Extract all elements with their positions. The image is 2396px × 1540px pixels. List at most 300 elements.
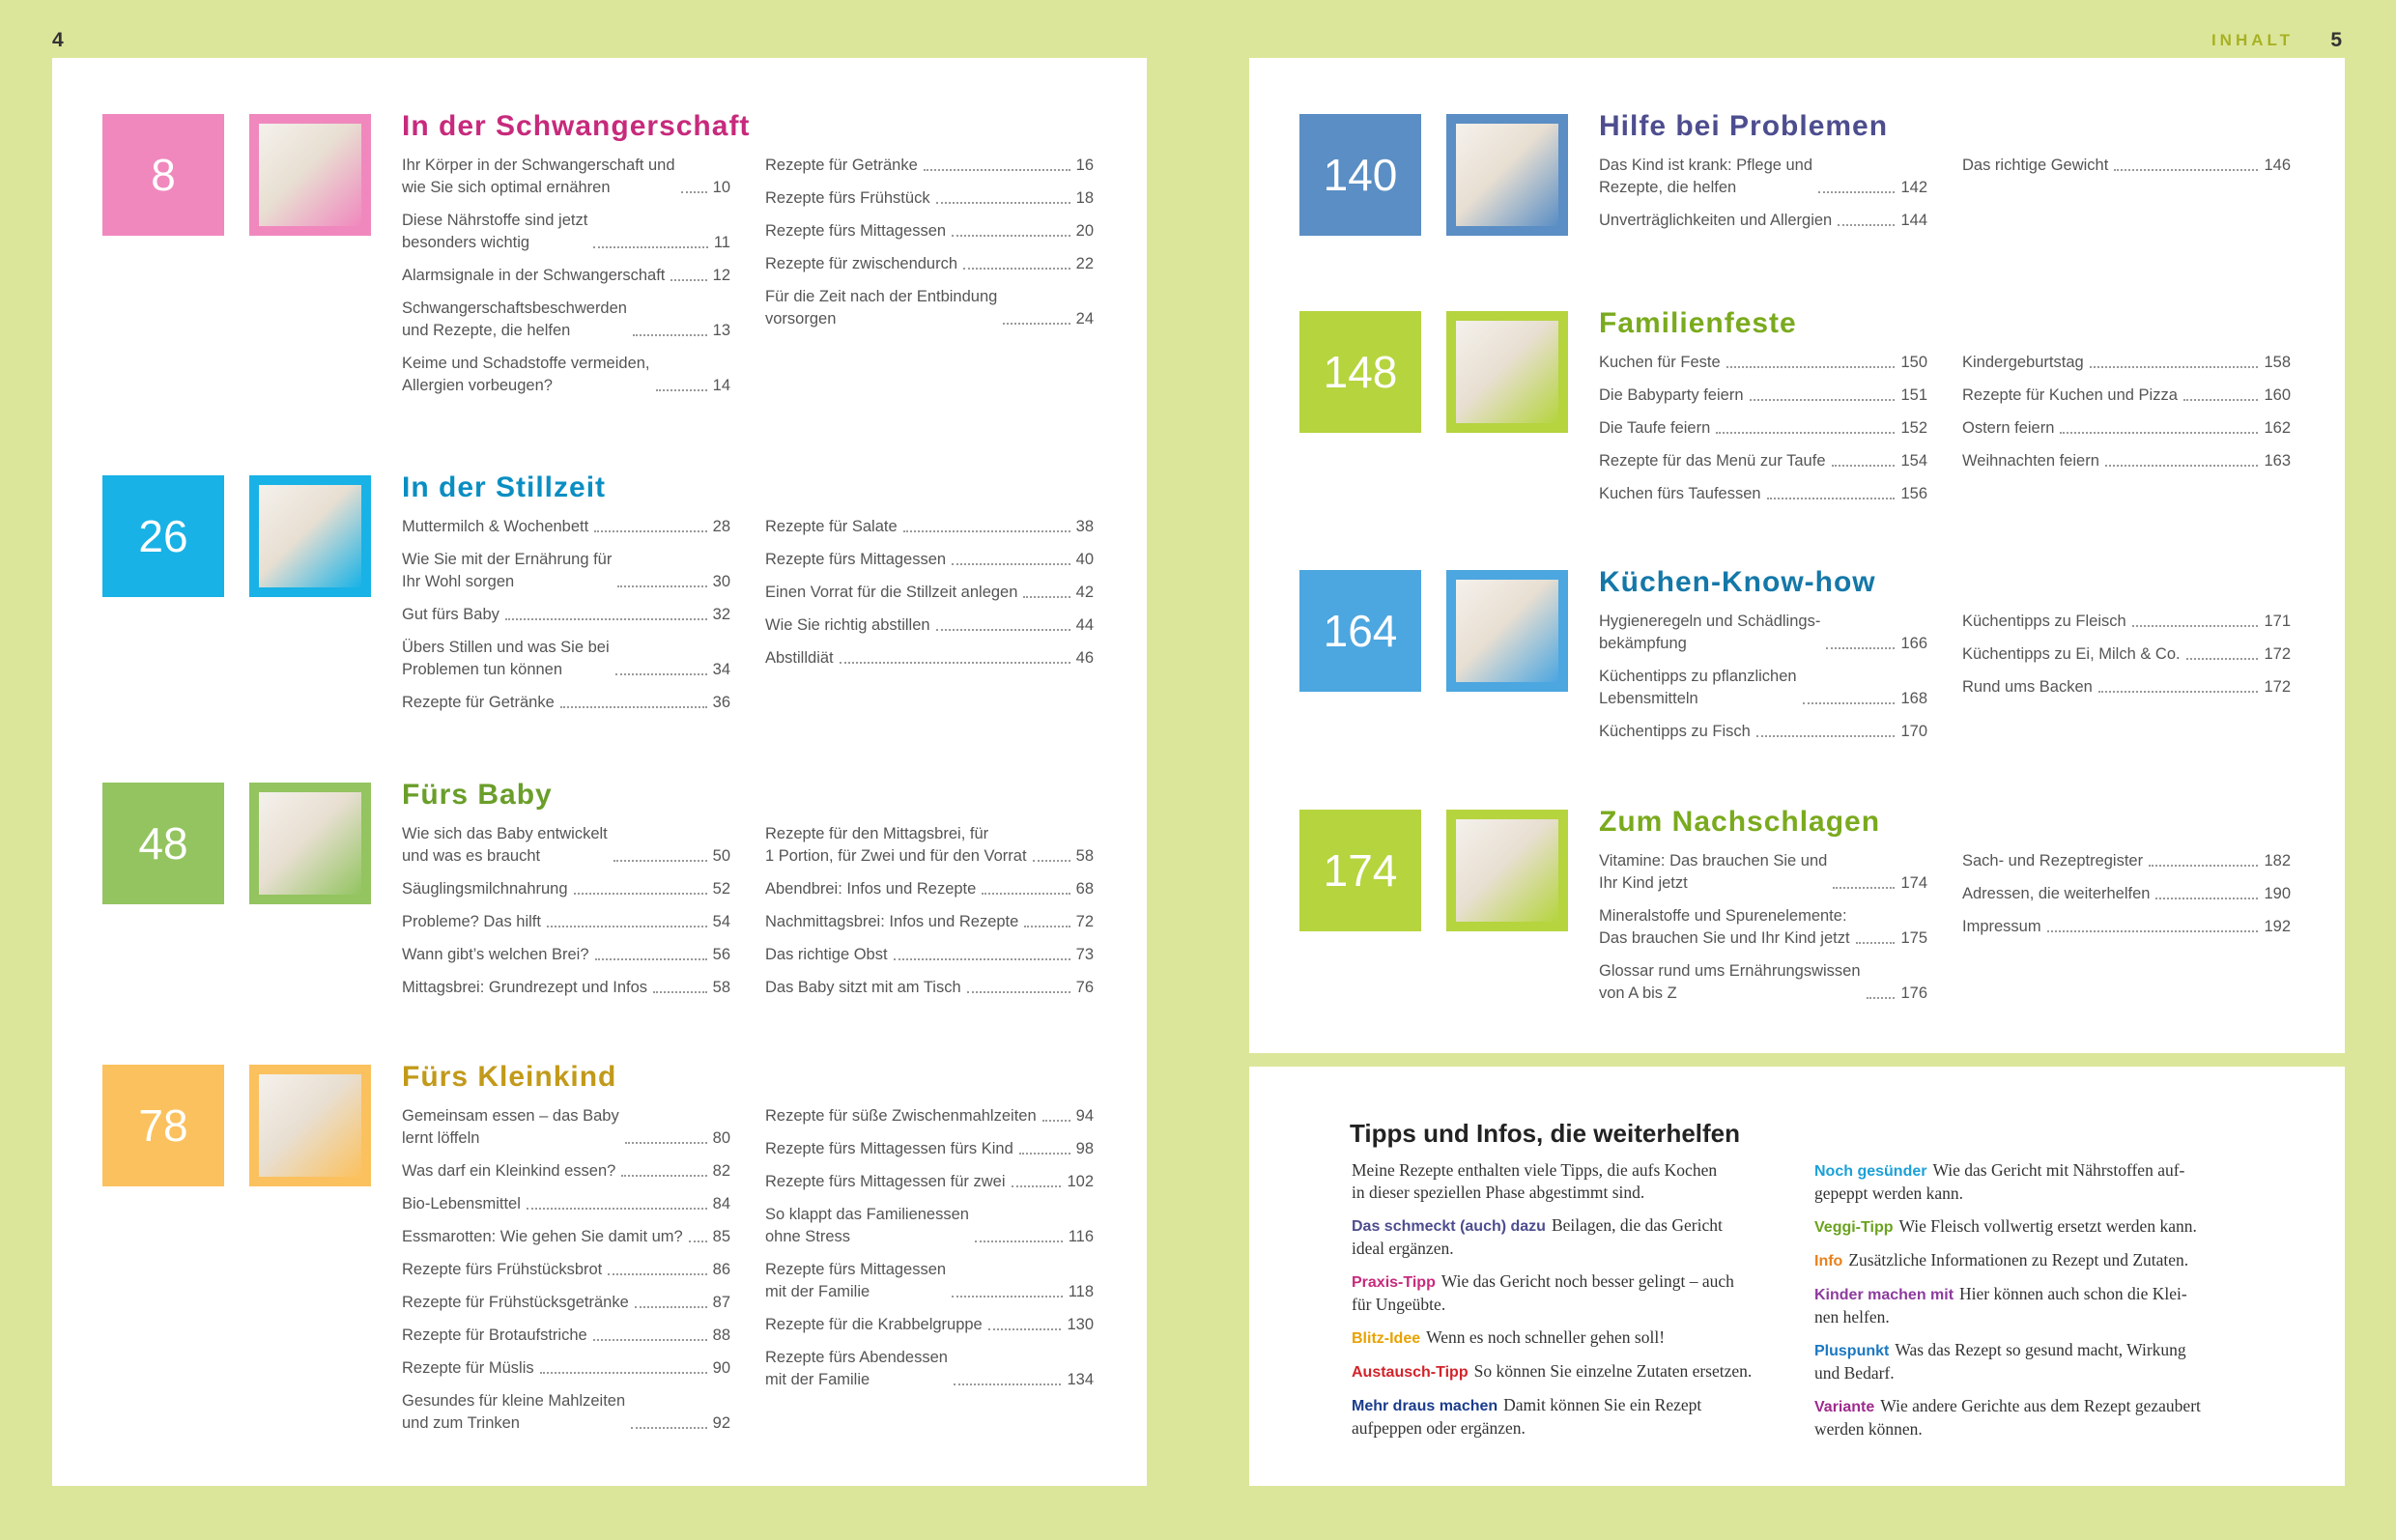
toc-column-left <box>402 155 730 408</box>
toc-entry[interactable] <box>1962 916 2291 938</box>
toc-entry-title: Vitamine: Das brauchen Sie und Ihr Kind jetzt <box>1599 852 1828 892</box>
chapter-title: Zum Nachschlagen <box>1599 806 1881 838</box>
toc-entry[interactable] <box>402 1390 730 1435</box>
dot-leader <box>631 1427 707 1429</box>
toc-entry[interactable] <box>1599 352 1927 374</box>
chapter-photo-image <box>1456 321 1558 423</box>
tip-item <box>1352 1214 1757 1260</box>
tip-text: Zusätzliche Informationen zu Rezept und Zutaten. <box>1848 1250 2189 1269</box>
toc-entry-page: 11 <box>713 234 730 251</box>
toc-entry[interactable] <box>765 1314 1094 1336</box>
toc-entry[interactable] <box>402 604 730 626</box>
toc-entry-page: 84 <box>712 1195 730 1212</box>
dot-leader <box>1019 1153 1070 1155</box>
toc-entry-title: Rezepte für Müslis <box>402 1359 534 1377</box>
toc-column-left <box>1599 352 1927 516</box>
toc-entry-title: Für die Zeit nach der Entbindung vorsorgen <box>765 288 998 328</box>
tip-item <box>1352 1360 1757 1383</box>
toc-entry-title: Alarmsignale in der Schwangerschaft <box>402 267 666 284</box>
toc-entry-page: 160 <box>2264 386 2291 404</box>
chapter-number-box: 26 <box>102 475 224 597</box>
dot-leader <box>952 1296 1063 1298</box>
chapter-photo-image <box>1456 580 1558 682</box>
toc-entry-title: Einen Vorrat für die Stillzeit anlegen <box>765 584 1018 601</box>
toc-entry[interactable] <box>402 878 730 900</box>
toc-entry-page: 130 <box>1067 1316 1094 1333</box>
toc-entry[interactable] <box>402 823 730 868</box>
toc-entry-title: Rezepte für Kuchen und Pizza <box>1962 386 2178 404</box>
toc-entry-page: 170 <box>1900 723 1927 740</box>
dot-leader <box>613 860 707 862</box>
tip-keyword: Pluspunkt <box>1814 1343 1890 1359</box>
toc-entry[interactable] <box>402 1325 730 1347</box>
toc-column-right <box>765 823 1094 1010</box>
dot-leader <box>1716 432 1895 434</box>
toc-entry-title: Küchentipps zu Fleisch <box>1962 613 2126 630</box>
toc-entry-title: Rund ums Backen <box>1962 678 2093 696</box>
toc-entry-title: Impressum <box>1962 918 2041 935</box>
toc-entry[interactable] <box>1962 883 2291 905</box>
toc-entry-title: Muttermilch & Wochenbett <box>402 518 589 535</box>
toc-column-right <box>1962 155 2291 187</box>
tip-keyword: Praxis-Tipp <box>1352 1274 1436 1291</box>
toc-entry-page: 144 <box>1900 212 1927 229</box>
dot-leader <box>681 191 707 193</box>
dot-leader <box>560 706 707 708</box>
toc-entry-page: 58 <box>1075 847 1094 865</box>
toc-entry-page: 158 <box>2264 354 2291 371</box>
dot-leader <box>1856 942 1896 944</box>
dot-leader <box>975 1241 1063 1242</box>
dot-leader <box>2155 898 2258 899</box>
toc-entry-title: Rezepte fürs Mittagessen für zwei <box>765 1173 1006 1190</box>
toc-entry[interactable] <box>765 253 1094 275</box>
dot-leader <box>2060 432 2258 434</box>
toc-entry[interactable] <box>402 692 730 714</box>
toc-entry-page: 36 <box>712 694 730 711</box>
toc-entry[interactable] <box>765 977 1094 999</box>
page-number-right: 5 <box>2330 29 2342 51</box>
dot-leader <box>988 1328 1062 1330</box>
toc-entry[interactable] <box>1599 483 1927 505</box>
dot-leader <box>540 1372 707 1374</box>
dot-leader <box>952 235 1070 237</box>
toc-entry[interactable] <box>402 353 730 397</box>
toc-entry-title: Rezepte fürs Mittagessen <box>765 551 947 568</box>
toc-entry-title: Gut fürs Baby <box>402 606 499 623</box>
page-number-left: 4 <box>52 29 64 51</box>
dot-leader <box>635 1306 707 1308</box>
toc-column-right <box>1962 611 2291 709</box>
woman-drinking-photo <box>249 114 371 236</box>
toc-entry-page: 116 <box>1068 1228 1094 1245</box>
toc-entry-page: 192 <box>2264 918 2291 935</box>
toc-entry[interactable] <box>402 1357 730 1380</box>
toc-column-right <box>765 516 1094 680</box>
toc-entry[interactable] <box>1962 417 2291 440</box>
toc-entry[interactable] <box>1599 450 1927 472</box>
toc-entry-page: 118 <box>1068 1283 1094 1300</box>
dot-leader <box>1024 926 1070 927</box>
toc-entry-title: Essmarotten: Wie gehen Sie damit um? <box>402 1228 683 1245</box>
toc-column-left <box>1599 155 1927 242</box>
dot-leader <box>963 268 1070 270</box>
toc-entry-title: Rezepte für Salate <box>765 518 898 535</box>
toc-entry-page: 142 <box>1900 179 1927 196</box>
toc-entry-title: Das richtige Obst <box>765 946 888 963</box>
toc-entry-page: 175 <box>1900 929 1927 947</box>
toc-entry[interactable] <box>402 298 730 342</box>
toc-entry[interactable] <box>402 1226 730 1248</box>
dot-leader <box>617 585 706 587</box>
toc-entry[interactable] <box>765 582 1094 604</box>
toc-entry-page: 151 <box>1900 386 1927 404</box>
toc-entry[interactable] <box>765 1171 1094 1193</box>
dot-leader <box>903 530 1070 532</box>
party-cups-photo <box>1446 311 1568 433</box>
toc-entry-page: 102 <box>1067 1173 1094 1190</box>
dot-leader <box>2183 399 2259 401</box>
dot-leader <box>527 1208 707 1210</box>
dot-leader <box>954 1383 1062 1385</box>
chapter-photo-image <box>259 485 361 587</box>
tip-keyword: Variante <box>1814 1399 1875 1415</box>
dot-leader <box>1023 596 1070 598</box>
toc-entry[interactable] <box>765 220 1094 242</box>
tip-item <box>1352 1394 1757 1440</box>
toc-column-left <box>1599 611 1927 754</box>
tip-keyword: Austausch-Tipp <box>1352 1364 1469 1381</box>
chapter-number-box: 8 <box>102 114 224 236</box>
toc-entry-title: Rezepte für die Krabbelgruppe <box>765 1316 983 1333</box>
toc-entry-page: 176 <box>1900 984 1927 1002</box>
toc-entry-title: Keime und Schadstoffe vermeiden, Allergien vorbeugen? <box>402 355 650 394</box>
tip-text: Damit können Sie ein Rezept aufpeppen oder ergänzen. <box>1352 1395 1702 1438</box>
chapter-title: Fürs Baby <box>402 779 553 811</box>
toc-entry[interactable] <box>765 1347 1094 1391</box>
toc-entry-title: Diese Nährstoffe sind jetzt besonders wichtig <box>402 212 588 251</box>
toc-entry-title: Das richtige Gewicht <box>1962 157 2109 174</box>
left-page-panel <box>52 58 1147 1486</box>
dot-leader <box>574 893 707 895</box>
chapter-photo-image <box>1456 124 1558 226</box>
tips-intro: Meine Rezepte enthalten viele Tipps, die aufs Kochen in dieser speziellen Phase abgestimmt sind. <box>1352 1160 1718 1202</box>
toc-entry-page: 156 <box>1900 485 1927 502</box>
chapter-number-box: 174 <box>1299 810 1421 931</box>
toc-column-right <box>765 1105 1094 1402</box>
dot-leader <box>656 389 707 391</box>
dot-leader <box>1826 647 1895 649</box>
toc-entry-page: 162 <box>2264 419 2291 437</box>
dot-leader <box>982 893 1070 895</box>
toc-entry-page: 172 <box>2264 645 2291 663</box>
dot-leader <box>653 991 707 993</box>
tip-text: Wie das Gericht noch besser gelingt – auch für Ungeübte. <box>1352 1271 1734 1314</box>
baby-face-photo <box>249 783 371 904</box>
toc-entry-title: Säuglingsmilchnahrung <box>402 880 568 898</box>
toc-entry[interactable] <box>1599 905 1927 950</box>
tip-item <box>1814 1395 2268 1440</box>
toc-entry-page: 146 <box>2264 157 2291 174</box>
tips-left-column <box>1352 1159 1757 1450</box>
toc-entry[interactable] <box>402 944 730 966</box>
toc-entry[interactable] <box>402 1292 730 1314</box>
toc-entry[interactable] <box>765 647 1094 670</box>
teddy-bear-photo <box>1446 114 1568 236</box>
tip-item <box>1814 1215 2268 1239</box>
toc-entry-title: Bio-Lebensmittel <box>402 1195 521 1212</box>
toc-entry[interactable] <box>765 1105 1094 1127</box>
dot-leader <box>547 926 707 927</box>
chapter-number-box: 48 <box>102 783 224 904</box>
toc-entry[interactable] <box>402 1259 730 1281</box>
toc-entry-title: Gemeinsam essen – das Baby lernt löffeln <box>402 1107 619 1147</box>
toc-entry[interactable] <box>402 210 730 254</box>
toc-entry[interactable] <box>765 286 1094 330</box>
toc-entry-page: 56 <box>712 946 730 963</box>
toc-entry-title: Die Taufe feiern <box>1599 419 1711 437</box>
toc-entry[interactable] <box>1962 643 2291 666</box>
chapter-number-box: 164 <box>1299 570 1421 692</box>
toc-entry-title: Was darf ein Kleinkind essen? <box>402 1162 616 1180</box>
toc-entry-page: 82 <box>712 1162 730 1180</box>
tip-keyword: Noch gesünder <box>1814 1163 1927 1180</box>
dot-leader <box>1003 323 1070 325</box>
toc-entry-page: 58 <box>712 979 730 996</box>
toc-entry-title: Wie Sie mit der Ernährung für Ihr Wohl sorgen <box>402 551 613 590</box>
toc-entry-page: 154 <box>1900 452 1927 470</box>
dot-leader <box>1867 997 1896 999</box>
toc-entry[interactable] <box>765 1138 1094 1160</box>
toc-entry-title: Küchentipps zu Ei, Milch & Co. <box>1962 645 2181 663</box>
toc-entry[interactable] <box>1599 210 1927 232</box>
dot-leader <box>1838 224 1895 226</box>
toc-entry[interactable] <box>402 911 730 933</box>
toc-column-right <box>1962 850 2291 949</box>
tip-text: Wenn es noch schneller gehen soll! <box>1426 1327 1666 1347</box>
dot-leader <box>1832 465 1896 467</box>
dot-leader <box>2149 865 2258 867</box>
tip-text: Hier können auch schon die Klei- nen helfen. <box>1814 1284 2187 1326</box>
dot-leader <box>2047 930 2259 932</box>
toc-entry[interactable] <box>765 1259 1094 1303</box>
toc-entry-title: Rezepte für Brotaufstriche <box>402 1326 587 1344</box>
toc-entry[interactable] <box>1599 385 1927 407</box>
toc-entry-page: 172 <box>2264 678 2291 696</box>
toc-entry-page: 171 <box>2264 613 2291 630</box>
toc-entry[interactable] <box>1599 417 1927 440</box>
toc-entry-page: 134 <box>1067 1371 1094 1388</box>
tip-keyword: Blitz-Idee <box>1352 1330 1421 1347</box>
toc-entry-page: 46 <box>1075 649 1094 667</box>
child-vegetables-photo <box>1446 810 1568 931</box>
toc-entry[interactable] <box>1599 721 1927 743</box>
chapter-photo-image <box>259 124 361 226</box>
dot-leader <box>2114 169 2258 171</box>
toc-entry[interactable] <box>1962 450 2291 472</box>
toc-entry[interactable] <box>402 155 730 199</box>
chapter-title: Fürs Kleinkind <box>402 1061 617 1093</box>
toc-entry[interactable] <box>1962 850 2291 872</box>
toc-entry-title: Probleme? Das hilft <box>402 913 541 930</box>
dot-leader <box>936 202 1070 204</box>
toc-entry-page: 98 <box>1075 1140 1094 1157</box>
toc-entry-page: 190 <box>2264 885 2291 902</box>
toc-entry-title: Rezepte für zwischendurch <box>765 255 958 272</box>
toc-entry-page: 182 <box>2264 852 2291 870</box>
toc-entry-page: 18 <box>1075 189 1094 207</box>
dot-leader <box>840 662 1070 664</box>
toc-entry-title: Küchentipps zu Fisch <box>1599 723 1751 740</box>
toc-entry[interactable] <box>1599 960 1927 1005</box>
toc-entry[interactable] <box>402 637 730 681</box>
dot-leader <box>2090 366 2259 368</box>
tips-right-column <box>1814 1159 2268 1451</box>
toc-entry-page: 73 <box>1075 946 1094 963</box>
toc-entry-page: 50 <box>712 847 730 865</box>
toc-entry-title: Abendbrei: Infos und Rezepte <box>765 880 977 898</box>
toc-entry-title: Küchentipps zu pflanzlichen Lebensmitteln <box>1599 668 1797 707</box>
toc-entry-title: Adressen, die weiterhelfen <box>1962 885 2151 902</box>
toc-entry-page: 174 <box>1900 874 1927 892</box>
toc-entry-title: Mittagsbrei: Grundrezept und Infos <box>402 979 648 996</box>
toc-entry-page: 10 <box>712 179 730 196</box>
right-page-panel <box>1249 58 2345 1053</box>
dot-leader <box>608 1273 706 1275</box>
chapter-photo-image <box>259 792 361 895</box>
toc-entry-page: 163 <box>2264 452 2291 470</box>
chapter-title: In der Schwangerschaft <box>402 110 751 142</box>
toc-entry[interactable] <box>1599 155 1927 199</box>
toc-entry[interactable] <box>1962 352 2291 374</box>
dot-leader <box>670 279 706 281</box>
toc-entry-page: 54 <box>712 913 730 930</box>
tip-text: So können Sie einzelne Zutaten ersetzen. <box>1473 1361 1753 1381</box>
toc-entry-page: 24 <box>1075 310 1094 328</box>
toc-entry[interactable] <box>765 1204 1094 1248</box>
toc-entry[interactable] <box>1962 611 2291 633</box>
toc-entry[interactable] <box>1962 385 2291 407</box>
toc-entry[interactable] <box>402 1105 730 1150</box>
dot-leader <box>594 530 706 532</box>
toc-entry-title: Wie Sie richtig abstillen <box>765 616 930 634</box>
toc-entry-page: 152 <box>1900 419 1927 437</box>
toc-entry[interactable] <box>1599 850 1927 895</box>
chapter-number-box: 140 <box>1299 114 1421 236</box>
dot-leader <box>952 563 1070 565</box>
toc-entry[interactable] <box>765 911 1094 933</box>
tips-title: Tipps und Infos, die weiterhelfen <box>1350 1119 1741 1148</box>
toc-entry-title: Ostern feiern <box>1962 419 2055 437</box>
toc-entry-title: Weihnachten feiern <box>1962 452 2099 470</box>
toc-entry-title: Nachmittagsbrei: Infos und Rezepte <box>765 913 1019 930</box>
tip-keyword: Das schmeckt (auch) dazu <box>1352 1218 1546 1235</box>
toc-entry-page: 94 <box>1075 1107 1094 1125</box>
dot-leader <box>595 958 707 960</box>
dot-leader <box>1750 399 1896 401</box>
tip-text: Was das Rezept so gesund macht, Wirkung und Bedarf. <box>1814 1340 2186 1383</box>
tip-keyword: Mehr draus machen <box>1352 1398 1498 1414</box>
tip-keyword: Kinder machen mit <box>1814 1287 1954 1303</box>
dot-leader <box>967 991 1070 993</box>
chapter-photo-image <box>259 1074 361 1177</box>
toc-entry[interactable] <box>765 878 1094 900</box>
dot-leader <box>936 629 1070 631</box>
toc-entry-page: 44 <box>1075 616 1094 634</box>
toc-entry[interactable] <box>402 977 730 999</box>
toc-entry[interactable] <box>765 549 1094 571</box>
dot-leader <box>1803 702 1896 704</box>
toc-entry-title: Glossar rund ums Ernährungswissen von A bis Z <box>1599 962 1861 1002</box>
toc-entry-title: Unverträglichkeiten und Allergien <box>1599 212 1833 229</box>
toc-entry[interactable] <box>1962 155 2291 177</box>
toc-entry-page: 90 <box>712 1359 730 1377</box>
chapter-number-box: 148 <box>1299 311 1421 433</box>
toc-entry-page: 22 <box>1075 255 1094 272</box>
toc-entry-title: Übers Stillen und was Sie bei Problemen tun können <box>402 639 610 678</box>
toc-entry[interactable] <box>402 516 730 538</box>
toc-entry-page: 30 <box>712 573 730 590</box>
toc-entry-title: Rezepte fürs Frühstücksbrot <box>402 1261 603 1278</box>
toc-entry[interactable] <box>1962 676 2291 699</box>
dot-leader <box>689 1241 707 1242</box>
toc-entry[interactable] <box>765 155 1094 177</box>
toc-entry[interactable] <box>402 1193 730 1215</box>
dot-leader <box>1756 735 1896 737</box>
toc-entry[interactable] <box>765 516 1094 538</box>
dot-leader <box>615 673 707 675</box>
toc-entry[interactable] <box>1599 666 1927 710</box>
chapter-title: In der Stillzeit <box>402 471 607 503</box>
dot-leader <box>2186 658 2259 660</box>
tip-item <box>1352 1326 1757 1350</box>
toc-entry-title: Mineralstoffe und Spurenelemente: Das brauchen Sie und Ihr Kind jetzt <box>1599 907 1850 947</box>
toc-entry-page: 40 <box>1075 551 1094 568</box>
toc-entry-title: Rezepte fürs Mittagessen <box>765 222 947 240</box>
tip-text: Wie Fleisch vollwertig ersetzt werden kann. <box>1898 1216 2197 1236</box>
toc-column-right <box>765 155 1094 341</box>
toc-entry-page: 76 <box>1075 979 1094 996</box>
toc-entry[interactable] <box>765 944 1094 966</box>
toc-entry[interactable] <box>402 265 730 287</box>
toc-column-left <box>402 1105 730 1445</box>
toc-entry[interactable] <box>765 823 1094 868</box>
toc-entry[interactable] <box>402 1160 730 1183</box>
toc-entry-title: Sach- und Rezeptregister <box>1962 852 2144 870</box>
tip-keyword: Veggi-Tipp <box>1814 1219 1894 1236</box>
running-head: INHALT <box>2211 31 2294 49</box>
toc-entry[interactable] <box>1599 611 1927 655</box>
tip-item <box>1814 1339 2268 1384</box>
toc-entry-title: Die Babyparty feiern <box>1599 386 1744 404</box>
toc-entry-page: 38 <box>1075 518 1094 535</box>
toc-entry-title: Rezepte für Frühstücksgetränke <box>402 1294 629 1311</box>
dot-leader <box>1012 1185 1062 1187</box>
dot-leader <box>2105 465 2259 467</box>
toc-entry-page: 86 <box>712 1261 730 1278</box>
dot-leader <box>894 958 1070 960</box>
toc-entry[interactable] <box>402 549 730 593</box>
dot-leader <box>593 1339 707 1341</box>
toc-entry-title: Das Kind ist krank: Pflege und Rezepte, die helfen <box>1599 157 1813 196</box>
toc-entry-title: Rezepte für den Mittagsbrei, für 1 Portion, für Zwei und für den Vorrat <box>765 825 1027 865</box>
toc-entry[interactable] <box>765 187 1094 210</box>
toc-entry-title: Das Baby sitzt mit am Tisch <box>765 979 961 996</box>
toc-entry-page: 168 <box>1900 690 1927 707</box>
toc-column-left <box>402 823 730 1010</box>
toc-entry-page: 150 <box>1900 354 1927 371</box>
toc-entry[interactable] <box>765 614 1094 637</box>
